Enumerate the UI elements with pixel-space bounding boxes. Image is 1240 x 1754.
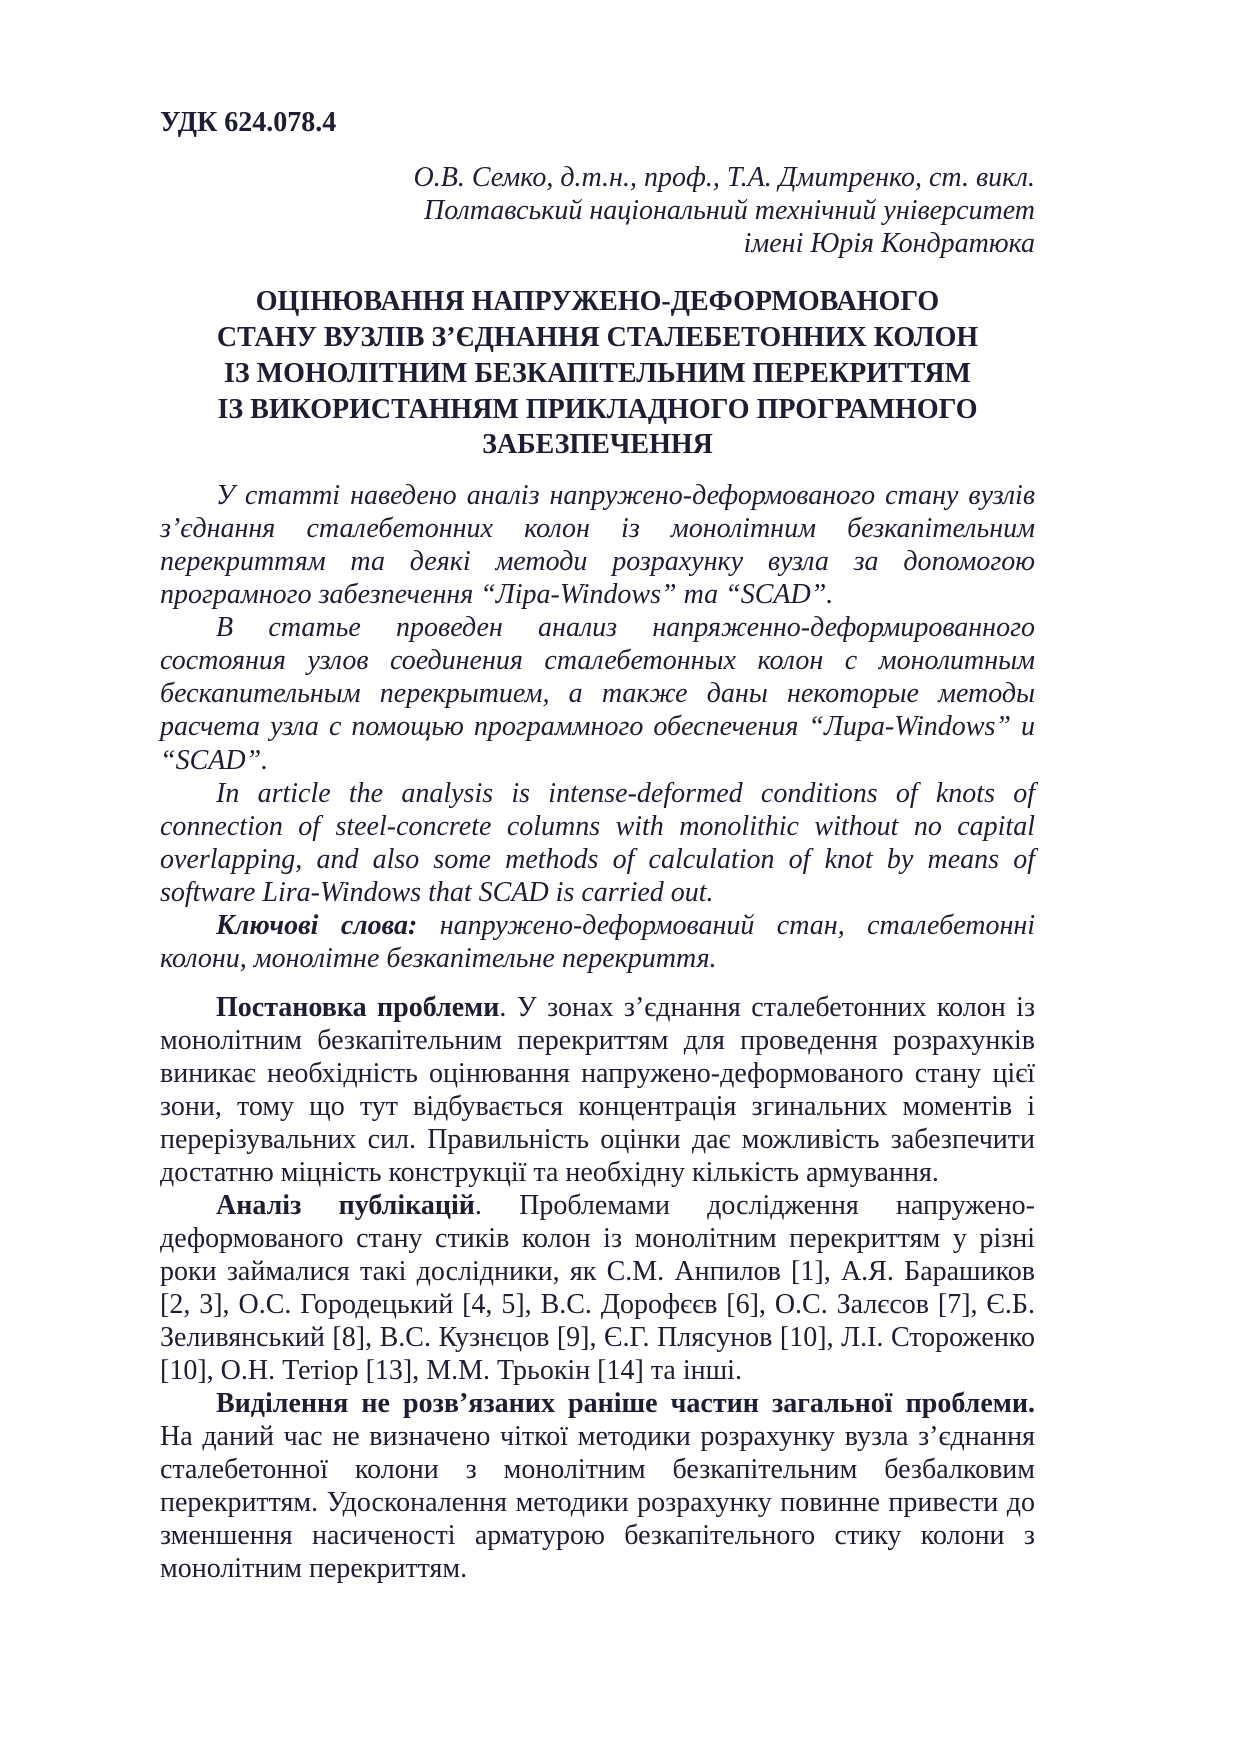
paragraph-problem-statement-lead: Постановка проблеми xyxy=(216,991,500,1023)
abstract-block xyxy=(160,479,1035,974)
article-body xyxy=(160,991,1035,1586)
title-line-2: СТАНУ ВУЗЛІВ З’ЄДНАННЯ СТАЛЕБЕТОННИХ КОЛОН xyxy=(216,321,979,353)
keywords-text: напружено-деформований стан, сталебетонні колони, монолітне безкапітельне перекриття. xyxy=(160,909,1035,974)
paper-title xyxy=(160,284,1035,463)
title-line-1: ОЦІНЮВАННЯ НАПРУЖЕНО-ДЕФОРМОВАНОГО xyxy=(255,286,940,318)
paragraph-publications-analysis xyxy=(160,1189,1035,1387)
authors-line-1: О.В. Семко, д.т.н., проф., Т.А. Дмитренко, ст. викл. xyxy=(413,162,1035,194)
paragraph-unsolved-parts xyxy=(160,1387,1035,1585)
title-line-5: ЗАБЕЗПЕЧЕННЯ xyxy=(482,429,713,461)
paragraph-unsolved-parts-text: На даний час не визначено чіткої методики розрахунку вузла з’єднання сталебетонної колони з монолітним безкапітельним безбалковим перекриттям. Удосконалення методики розрахунку повинне привести до зменшення насиченості арматурою безкапітельного стику колони з монолітним перекриттям. xyxy=(160,1421,1035,1585)
title-line-3: ІЗ МОНОЛІТНИМ БЕЗКАПІТЕЛЬНИМ ПЕРЕКРИТТЯМ xyxy=(224,357,971,389)
title-line-4: ІЗ ВИКОРИСТАННЯМ ПРИКЛАДНОГО ПРОГРАМНОГО xyxy=(217,393,978,425)
authors-line-3: імені Юрія Кондратюка xyxy=(743,228,1035,260)
paragraph-unsolved-parts-lead: Виділення не розв’язаних раніше частин загальної проблеми. xyxy=(216,1388,1035,1420)
paragraph-publications-analysis-lead: Аналіз публікацій xyxy=(216,1189,475,1221)
paragraph-problem-statement xyxy=(160,991,1035,1189)
authors-block xyxy=(160,161,1035,260)
keywords-label: Ключові слова: xyxy=(216,909,418,941)
abstract-english: In article the analysis is intense-deformed conditions of knots of connection of steel-concrete columns with monolithic without no capital overlapping, and also some methods of calculation of knot by means of software Lira-Windows that SCAD is carried out. xyxy=(160,777,1035,908)
keywords-paragraph xyxy=(160,909,1035,975)
authors-line-2: Полтавський національний технічний університет xyxy=(424,195,1035,227)
paragraph-problem-statement-text: . У зонах з’єднання сталебетонних колон із монолітним безкапітельним перекриттям для проведення розрахунків виникає необхідність оцінювання напружено-деформованого стану цієї зони, тому що тут відбувається концентрація згинальних моментів і перерізувальних сил. Правильність оцінки дає можливість забезпечити достатню міцність конструкції та необхідну кількість армування. xyxy=(160,991,1036,1188)
abstract-ukrainian: У статті наведено аналіз напружено-деформованого стану вузлів з’єднання сталебетонних колон із монолітним безкапітельним перекриттям та деякі методи розрахунку вузла за допомогою програмного забезпечення “Ліра-Windows” та “SCAD”. xyxy=(160,480,1035,611)
abstract-russian: В статье проведен анализ напряженно-деформированного состояния узлов соединения сталебетонных колон с монолитным бескапительным перекрытием, а также даны некоторые методы расчета узла с помощью программного обеспечения “Лира-Windows” и “SCAD”. xyxy=(160,612,1035,776)
udc-code: УДК 624.078.4 xyxy=(160,107,337,138)
paragraph-publications-analysis-text: . Проблемами дослідження напружено-деформованого стану стиків колон із монолітним перекриттям у різні роки займалися такі дослідники, як С.М. Анпилов [1], А.Я. Барашиков [2, 3], О.С. Городецький [4, 5], В.С. Дорофєєв [6], О.С. Залєсов [7], Є.Б. Зеливянський [8], В.С. Кузнєцов [9], Є.Г. Плясунов [10], Л.І. Стороженко [10], О.Н. Тетіор [13], М.М. Трьокін [14] та інші. xyxy=(160,1189,1035,1387)
